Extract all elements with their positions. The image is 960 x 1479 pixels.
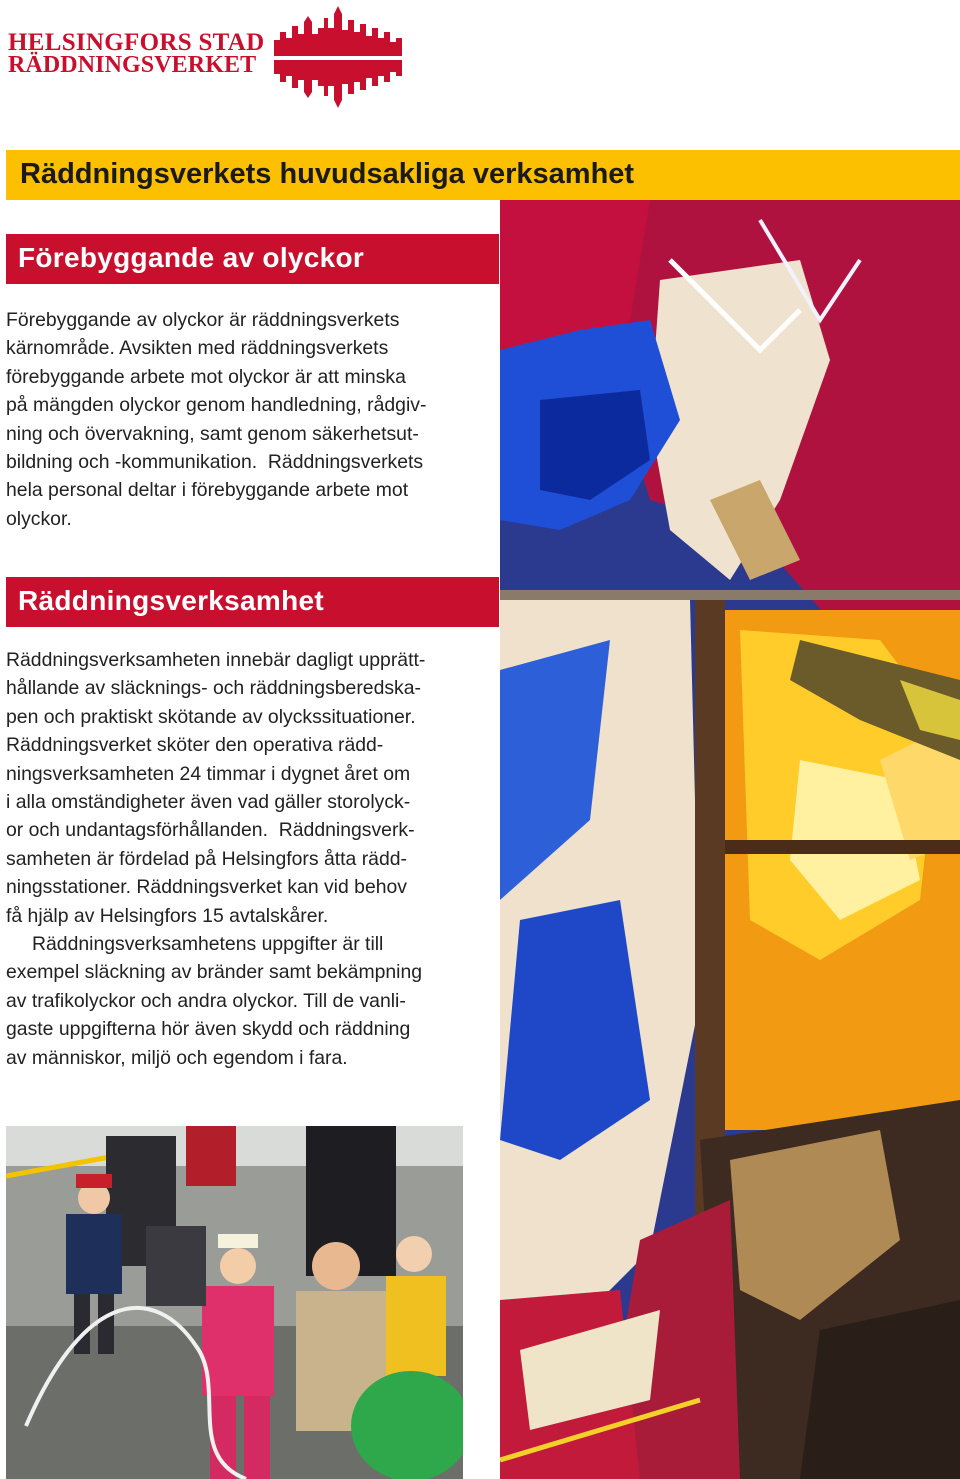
logo-line-2: RÄDDNINGSVERKET (8, 52, 257, 78)
text-line: or och undantagsförhållanden. Räddningsverk- (6, 819, 415, 842)
text-line: gaste uppgifterna hör även skydd och räddning (6, 1018, 411, 1041)
helsinki-rescue-logo (6, 4, 406, 108)
section-title-rescue: Räddningsverksamhet (18, 585, 325, 616)
section-body-prevention (6, 306, 476, 533)
text-line: få hjälp av Helsingfors 15 avtalskårer. (6, 904, 329, 927)
skyline-reflection-icon (274, 4, 402, 108)
section-title-prevention: Förebyggande av olyckor (18, 242, 365, 273)
text-line: ning och övervakning, samt genom säkerhetsut- (6, 422, 419, 445)
text-line: Räddningsverksamheten innebär dagligt upprätt- (6, 649, 426, 671)
logo-wordmark (8, 29, 265, 78)
text-line (6, 930, 476, 958)
text-line: förebyggande arbete mot olyckor är att minska (6, 365, 406, 388)
text-line: pen och praktiskt skötande av olyckssituationer. (6, 705, 416, 728)
text-line: Räddningsverket sköter den operativa rädd- (6, 734, 384, 757)
text-line: kärnområde. Avsikten med räddningsverkets (6, 337, 389, 360)
main-heading: Räddningsverkets huvudsakliga verksamhet (20, 158, 635, 190)
text-line: hållande av släcknings- och räddningsberedska- (6, 677, 421, 700)
text-line: bildning och -kommunikation. Räddningsverkets (6, 451, 424, 474)
photo-children-fire-hose (6, 1126, 463, 1479)
section-body-rescue (6, 646, 476, 1072)
logo-line-1: HELSINGFORS STAD (8, 29, 265, 56)
photo-graffiti-wall-fire (500, 200, 960, 1479)
text-line: i alla omständigheter även vad gäller storolyck- (6, 791, 411, 814)
main-heading-band (6, 150, 960, 200)
text-line: hela personal deltar i förebyggande arbete mot (6, 479, 409, 502)
text-line: Förebyggande av olyckor är räddningsverkets (6, 309, 400, 331)
text-line: av trafikolyckor och andra olyckor. Till de vanli- (6, 989, 406, 1012)
text-line: av människor, miljö och egendom i fara. (6, 1046, 348, 1069)
text-line: olyckor. (6, 507, 72, 530)
text-line: ningsstationer. Räddningsverket kan vid behov (6, 876, 407, 899)
text-line: exempel släckning av bränder samt bekämpning (6, 961, 423, 984)
section-header-prevention (6, 234, 499, 284)
text-line: ningsverksamheten 24 timmar i dygnet året om (6, 762, 411, 785)
text-line-content: Räddningsverksamhetens uppgifter är till (32, 933, 384, 956)
text-line: på mängden olyckor genom handledning, rådgiv- (6, 394, 427, 417)
text-line: samheten är fördelad på Helsingfors åtta rädd- (6, 847, 407, 870)
section-header-rescue (6, 577, 499, 627)
